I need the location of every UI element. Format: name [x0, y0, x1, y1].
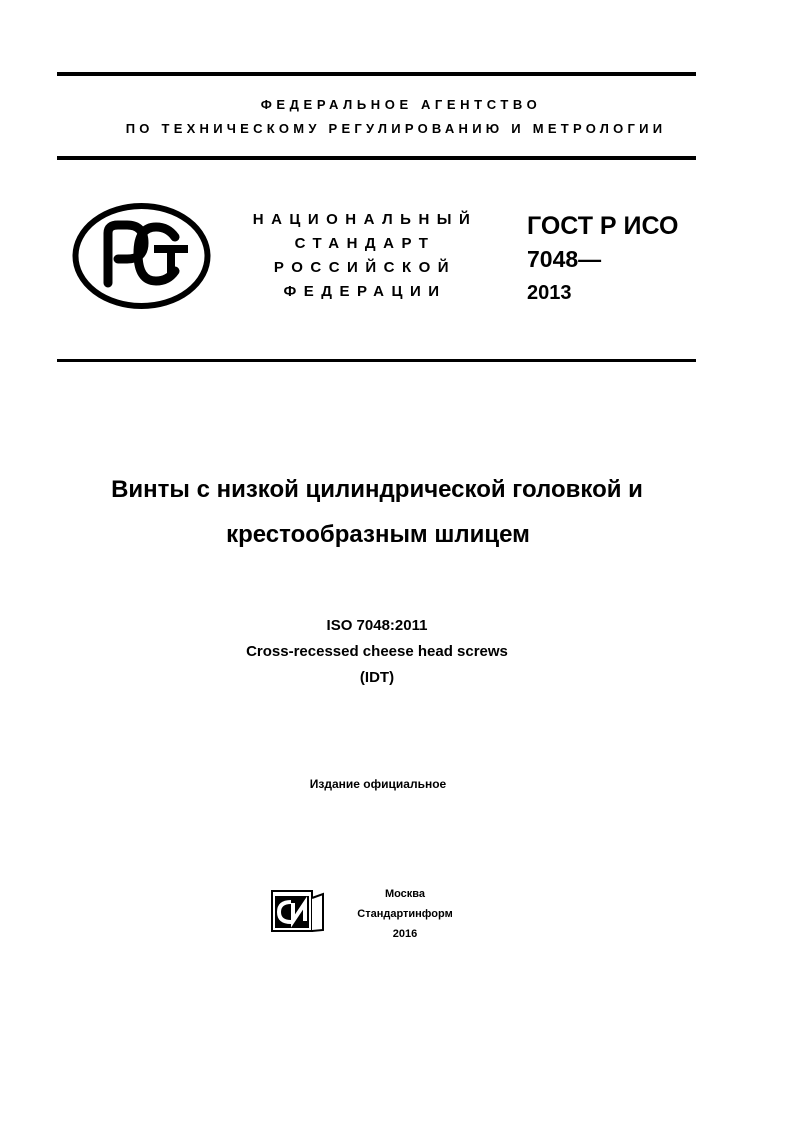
- standard-code-line: ГОСТ Р ИСО: [527, 212, 679, 240]
- document-title-line2: крестообразным шлицем: [226, 521, 530, 548]
- standard-type-line: СТАНДАРТ: [294, 235, 436, 252]
- publisher-city: Москва: [384, 888, 426, 900]
- standard-code-year: 2013: [527, 282, 572, 304]
- header-rule: [57, 156, 696, 160]
- agency-name-line1: ФЕДЕРАЛЬНОЕ АГЕНТСТВО: [260, 97, 542, 112]
- iso-number: ISO 7048:2011: [326, 617, 428, 634]
- standard-type-line: НАЦИОНАЛЬНЫЙ: [252, 211, 478, 228]
- standartinform-logo-icon: [271, 890, 325, 934]
- standard-type-line: ФЕДЕРАЦИИ: [283, 283, 447, 300]
- document-title-line1: Винты с низкой цилиндрической головкой и: [111, 476, 643, 503]
- standard-code-line: 7048—: [527, 246, 602, 272]
- gost-r-mark-icon: [72, 203, 211, 309]
- standard-type-line: РОССИЙСКОЙ: [273, 259, 457, 276]
- agency-name-line2: ПО ТЕХНИЧЕСКОМУ РЕГУЛИРОВАНИЮ И МЕТРОЛОГИИ: [125, 121, 667, 136]
- iso-equivalence: (IDT): [359, 669, 395, 686]
- publication-year: 2016: [392, 928, 418, 940]
- iso-title: Cross-recessed cheese head screws: [246, 643, 508, 660]
- top-rule: [57, 72, 696, 76]
- publisher-name: Стандартинформ: [357, 908, 453, 920]
- edition-label: Издание официальное: [309, 777, 447, 791]
- bottom-rule: [57, 359, 696, 362]
